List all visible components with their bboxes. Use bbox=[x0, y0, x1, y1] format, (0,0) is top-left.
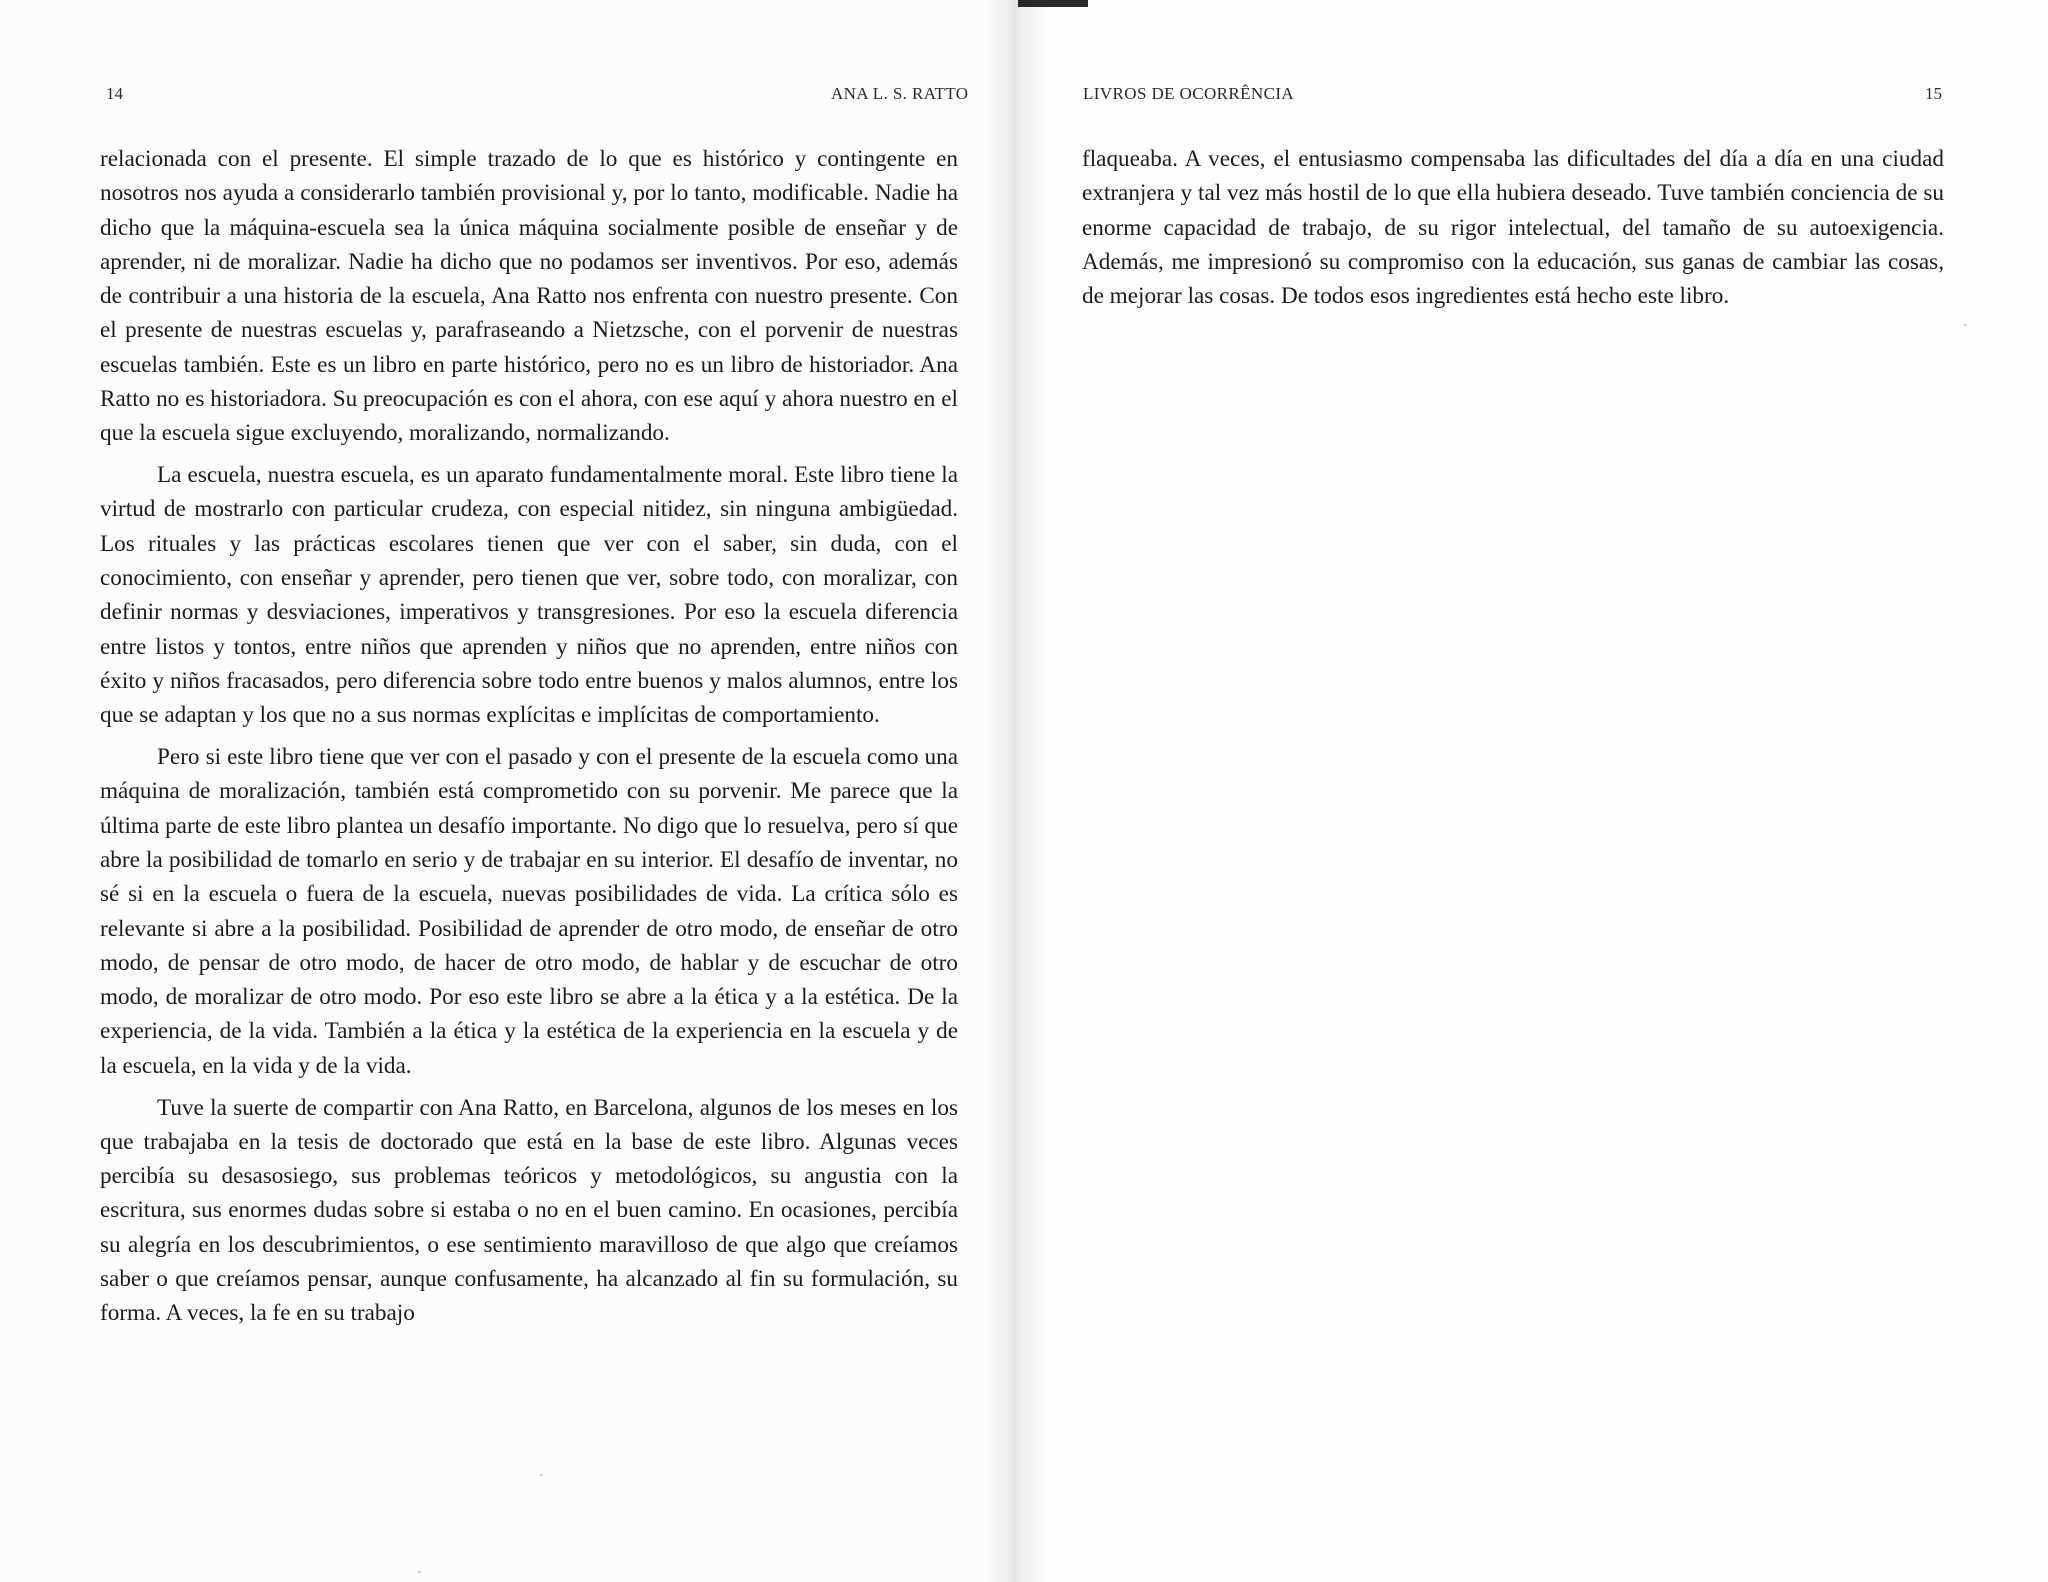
left-body-text bbox=[100, 142, 958, 1331]
paragraph: relacionada con el presente. El simple trazado de lo que es histórico y contingente en nosotros nos ayuda a considerarlo también provisional y, por lo tanto, modificable. Nadie ha dicho que la máquina-escuela sea la única máquina socialmente posible de enseñar y de aprender, ni de moralizar. Nadie ha dicho que no podamos ser inventivos. Por eso, además de contribuir a una historia de la escuela, Ana Ratto nos enfrenta con nuestro presente. Con el presente de nuestras escuelas y, parafraseando a Nietzsche, con el porvenir de nuestras escuelas también. Este es un libro en parte histórico, pero no es un libro de historiador. Ana Ratto no es historiadora. Su preocupación es con el ahora, con ese aquí y ahora nuestro en el que la escuela sigue excluyendo, moralizando, normalizando. bbox=[100, 146, 958, 447]
page-number: 15 bbox=[1925, 84, 1942, 103]
paragraph: Pero si este libro tiene que ver con el pasado y con el presente de la escuela como una máquina de moralización, también está comprometido con su porvenir. Me parece que la última parte de este libro plantea un desafío importante. No digo que lo resuelva, pero sí que abre la posibilidad de tomarlo en serio y de trabajar en su interior. El desafío de inventar, no sé si en la escuela o fuera de la escuela, nuevas posibilidades de vida. La crítica sólo es relevante si abre a la posibilidad. Posibilidad de aprender de otro modo, de enseñar de otro modo, de pensar de otro modo, de hacer de otro modo, de hablar y de escuchar de otro modo, de moralizar de otro modo. Por eso este libro se abre a la ética y a la estética. De la experiencia, de la vida. También a la ética y la estética de la experiencia en la escuela y de la escuela, en la vida y de la vida. bbox=[100, 744, 958, 1079]
right-body-text bbox=[1082, 142, 1944, 313]
paragraph: La escuela, nuestra escuela, es un aparato fundamentalmente moral. Este libro tiene la virtud de mostrarlo con particular crudeza, con especial nitidez, sin ninguna ambigüedad. Los rituales y las prácticas escolares tienen que ver con el saber, sin duda, con el conocimiento, con enseñar y aprender, pero tienen que ver, sobre todo, con moralizar, con definir normas y desviaciones, imperativos y transgresiones. Por eso la escuela diferencia entre listos y tontos, entre niños que aprenden y niños que no aprenden, entre niños con éxito y niños fracasados, pero diferencia sobre todo entre buenos y malos alumnos, entre los que se adaptan y los que no a sus normas explícitas e implícitas de comportamiento. bbox=[100, 462, 958, 729]
right-page bbox=[1012, 0, 2048, 1582]
running-head-title: LIVROS DE OCORRÊNCIA bbox=[1083, 84, 1295, 103]
paragraph: Tuve la suerte de compartir con Ana Ratto, en Barcelona, algunos de los meses en los que trabajaba en la tesis de doctorado que está en la base de este libro. Algunas veces percibía su desasosiego, sus problemas teóricos y metodológicos, su angustia con la escritura, sus enormes dudas sobre si estaba o no en el buen camino. En ocasiones, percibía su alegría en los descubrimientos, o ese sentimiento maravilloso de que algo que creíamos saber o que creíamos pensar, aunque confusamente, ha alcanzado al fin su formulación, su forma. A veces, la fe en su trabajo bbox=[100, 1094, 958, 1327]
scan-speck bbox=[540, 1474, 543, 1476]
page-number: 14 bbox=[106, 84, 123, 103]
running-head-author: ANA L. S. RATTO bbox=[831, 84, 969, 103]
left-page bbox=[0, 0, 1012, 1582]
book-gutter bbox=[985, 0, 1045, 1582]
scan-speck bbox=[1964, 324, 1967, 326]
scan-speck bbox=[418, 1571, 421, 1573]
paragraph: flaqueaba. A veces, el entusiasmo compensaba las dificultades del día a día en una ciudad extranjera y tal vez más hostil de lo que ella hubiera deseado. Tuve también conciencia de su enorme capacidad de trabajo, de su rigor intelectual, del tamaño de su autoexigencia. Además, me impresionó su compromiso con la educación, sus ganas de cambiar las cosas, de mejorar las cosas. De todos esos ingredientes está hecho este libro. bbox=[1082, 146, 1944, 310]
gutter-binding-mark bbox=[1018, 0, 1088, 7]
